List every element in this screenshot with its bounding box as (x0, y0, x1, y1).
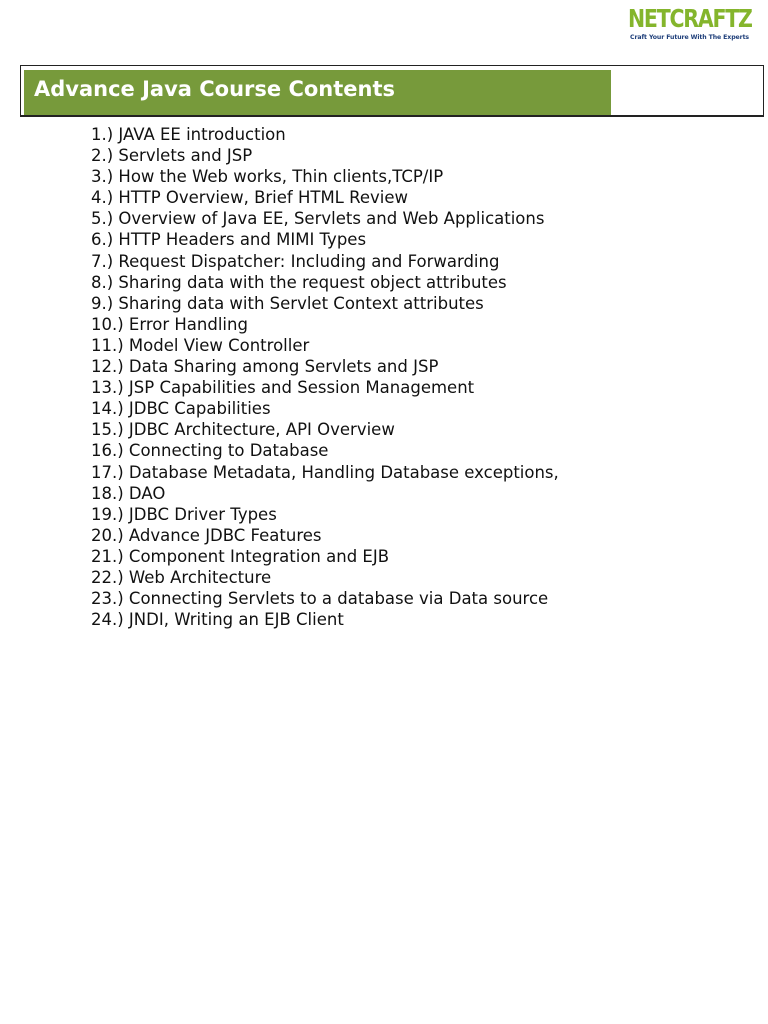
page-title: Advance Java Course Contents (34, 76, 396, 101)
topic-item: 12.) Data Sharing among Servlets and JSP (91, 357, 439, 377)
topic-item: 14.) JDBC Capabilities (91, 399, 271, 419)
netcraftz-logo (628, 4, 752, 44)
topic-item: 2.) Servlets and JSP (91, 146, 253, 166)
topic-item: 16.) Connecting to Database (91, 441, 329, 461)
topic-item: 6.) HTTP Headers and MIMI Types (91, 230, 367, 250)
topic-item: 3.) How the Web works, Thin clients,TCP/IP (91, 167, 444, 187)
topic-item: 24.) JNDI, Writing an EJB Client (91, 610, 344, 630)
logo-tagline: Craft Your Future With The Experts (630, 34, 750, 41)
topic-item: 21.) Component Integration and EJB (91, 546, 390, 566)
topic-item: 19.) JDBC Driver Types (91, 504, 277, 524)
logo-wordmark: NETCRAFTZ (628, 4, 752, 33)
topic-item: 11.) Model View Controller (91, 335, 310, 355)
topic-item: 20.) Advance JDBC Features (91, 525, 322, 545)
topic-item: 18.) DAO (91, 483, 166, 503)
topic-item: 7.) Request Dispatcher: Including and Forwarding (91, 251, 500, 271)
topic-item: 9.) Sharing data with Servlet Context attributes (91, 293, 484, 313)
topic-item: 23.) Connecting Servlets to a database via Data source (91, 589, 549, 609)
topic-item: 17.) Database Metadata, Handling Database exceptions, (91, 462, 559, 482)
topic-item: 4.) HTTP Overview, Brief HTML Review (91, 188, 408, 208)
topic-item: 15.) JDBC Architecture, API Overview (91, 420, 395, 440)
topic-item: 8.) Sharing data with the request object attributes (91, 272, 507, 292)
topic-item: 10.) Error Handling (91, 314, 248, 334)
topic-item: 13.) JSP Capabilities and Session Management (91, 378, 475, 398)
title-header-box (20, 65, 764, 117)
topic-item: 1.) JAVA EE introduction (91, 125, 286, 144)
topic-item: 22.) Web Architecture (91, 567, 272, 587)
title-band (24, 70, 611, 115)
course-topics-list (91, 124, 559, 630)
topic-item: 5.) Overview of Java EE, Servlets and Web Applications (91, 209, 545, 229)
